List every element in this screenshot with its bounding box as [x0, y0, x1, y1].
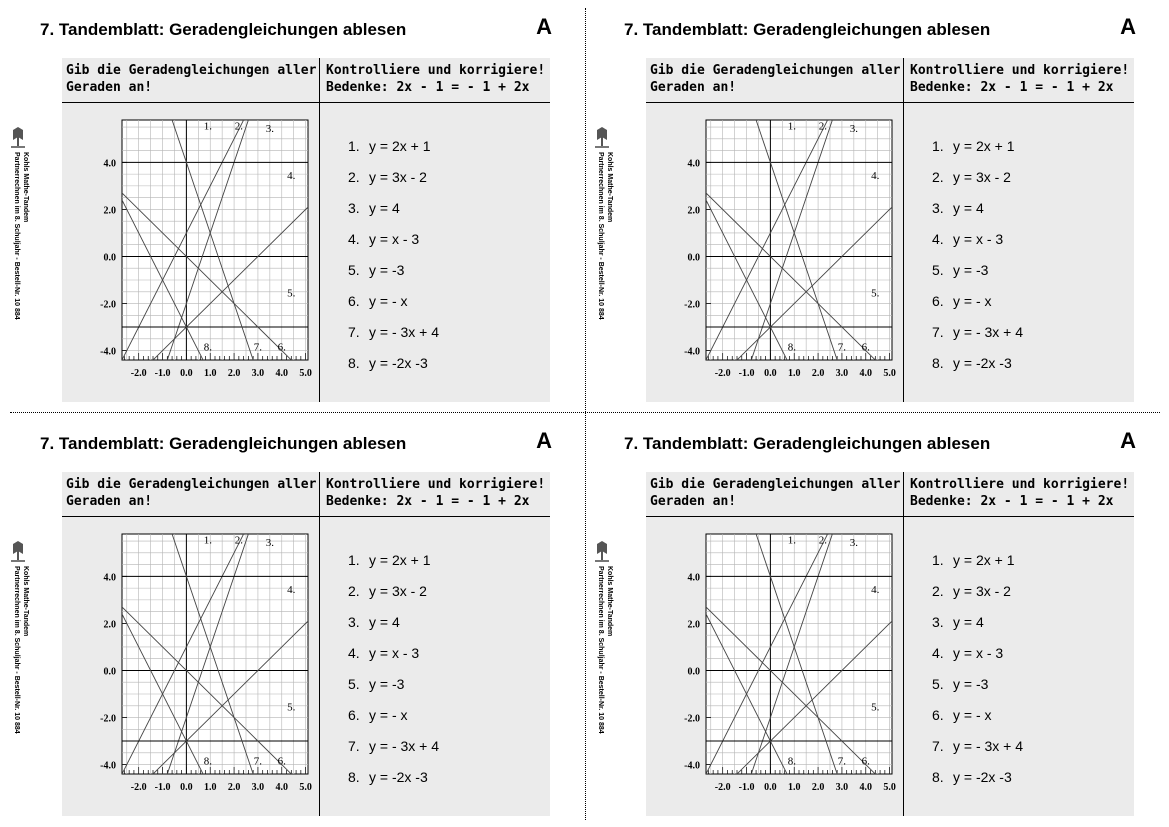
x-tick-label: 1.0 [203, 782, 217, 793]
task-heading [650, 476, 900, 510]
line-label: 6. [861, 341, 870, 354]
task-heading [650, 62, 900, 96]
equation-row [348, 769, 439, 800]
x-tick-label: 5.0 [299, 782, 312, 793]
y-tick-label: -4.0 [684, 346, 700, 358]
cut-line-vertical [585, 8, 586, 820]
equation-number: 3. [348, 614, 360, 630]
check-heading [910, 62, 1129, 96]
x-tick-label: 0.0 [764, 782, 777, 793]
equation-row [932, 614, 1023, 645]
x-tick-label: 1.0 [787, 782, 801, 793]
coordinate-graph [66, 114, 314, 396]
equation-text: y = -2x -3 [369, 355, 428, 371]
equation-text: y = - x [953, 293, 992, 309]
equation-row [932, 676, 1023, 707]
equation-text: y = x - 3 [953, 645, 1004, 661]
coordinate-graph [650, 528, 898, 810]
equation-number: 3. [932, 200, 944, 216]
line-label: 2. [234, 534, 243, 547]
equation-row [932, 324, 1023, 355]
side-imprint [590, 126, 614, 366]
side-text-line1: Kohls Mathe-Tandem [606, 152, 613, 223]
task-heading-line2: Geraden an! [66, 80, 153, 95]
check-heading-line2: Bedenke: 2x - 1 = - 1 + 2x [910, 80, 1114, 95]
x-tick-label: 2.0 [811, 782, 825, 793]
equation-text: y = -3 [953, 262, 989, 278]
equation-row [932, 645, 1023, 676]
equation-text: y = 2x + 1 [369, 552, 431, 568]
card-title: 7. Tandemblatt: Geradengleichungen ablesen [624, 434, 991, 453]
equation-number: 4. [932, 645, 944, 661]
x-tick-label: -2.0 [714, 782, 731, 793]
equation-number: 6. [348, 707, 360, 723]
check-heading-line1: Kontrolliere und korrigiere! [326, 477, 546, 492]
equation-number: 2. [348, 169, 360, 185]
line-label: 3. [265, 536, 274, 549]
y-tick-label: 4.0 [687, 572, 700, 584]
equation-row [932, 138, 1023, 169]
check-heading [326, 476, 545, 510]
equation-number: 6. [932, 293, 944, 309]
line-label: 6. [277, 341, 286, 354]
equation-text: y = - x [953, 707, 992, 723]
check-heading-line1: Kontrolliere und korrigiere! [910, 63, 1130, 78]
equation-text: y = 4 [369, 614, 400, 630]
publisher-logo-icon [594, 126, 610, 150]
card-letter: A [536, 428, 552, 453]
equation-text: y = x - 3 [953, 231, 1004, 247]
equation-row [348, 200, 439, 231]
x-tick-label: 4.0 [859, 368, 873, 379]
y-tick-label: -2.0 [100, 713, 116, 725]
tandem-card-1 [13, 8, 560, 408]
equation-row [932, 200, 1023, 231]
equation-text: y = - 3x + 4 [369, 324, 440, 340]
plot-area [706, 534, 892, 774]
cut-line-horizontal [10, 412, 1160, 413]
y-tick-label: 2.0 [103, 619, 116, 631]
x-tick-label: 5.0 [883, 368, 896, 379]
task-heading-line2: Geraden an! [66, 494, 153, 509]
side-imprint [6, 540, 30, 780]
equation-text: y = 3x - 2 [953, 583, 1011, 599]
equation-text: y = 2x + 1 [953, 552, 1015, 568]
equation-text: y = 3x - 2 [369, 169, 427, 185]
header-rule [62, 516, 550, 517]
y-tick-label: -2.0 [684, 713, 700, 725]
equation-number: 4. [348, 231, 360, 247]
publisher-logo-icon [10, 126, 26, 150]
equation-number: 7. [932, 738, 944, 754]
equation-number: 2. [932, 583, 944, 599]
equation-row [348, 169, 439, 200]
tandem-card-3 [13, 422, 560, 822]
equation-row [932, 552, 1023, 583]
equation-number: 8. [348, 769, 360, 785]
line-label: 7. [253, 341, 263, 354]
side-text-line2: Partnerrechnen im 8. Schuljahr - Bestell-Nr. 10 884 [13, 566, 20, 734]
line-label: 2. [234, 120, 243, 133]
x-tick-label: 3.0 [251, 782, 265, 793]
line-label: 8. [787, 341, 796, 354]
x-tick-label: 0.0 [764, 368, 777, 379]
y-tick-label: 2.0 [687, 205, 700, 217]
y-tick-label: -4.0 [684, 760, 700, 772]
equation-row [932, 355, 1023, 386]
check-heading [326, 62, 545, 96]
equation-row [932, 769, 1023, 800]
y-tick-label: 0.0 [687, 666, 700, 678]
equation-list [932, 138, 1023, 386]
equation-text: y = - 3x + 4 [953, 738, 1024, 754]
line-label: 6. [861, 755, 870, 768]
check-heading-line1: Kontrolliere und korrigiere! [910, 477, 1130, 492]
x-tick-label: 2.0 [811, 368, 825, 379]
check-heading-line2: Bedenke: 2x - 1 = - 1 + 2x [910, 494, 1114, 509]
equation-row [348, 262, 439, 293]
side-text [6, 152, 30, 362]
equation-row [932, 231, 1023, 262]
task-heading [66, 476, 316, 510]
equation-row [348, 138, 439, 169]
task-heading [66, 62, 316, 96]
line-label: 3. [849, 122, 858, 135]
equation-text: y = 3x - 2 [369, 583, 427, 599]
line-label: 6. [277, 755, 286, 768]
side-text-line2: Partnerrechnen im 8. Schuljahr - Bestell-Nr. 10 884 [13, 152, 20, 320]
side-imprint [590, 540, 614, 780]
column-rule [319, 58, 320, 402]
equation-number: 2. [348, 583, 360, 599]
line-label: 7. [837, 341, 847, 354]
line-label: 1. [787, 120, 796, 133]
card-letter: A [1120, 14, 1136, 39]
equation-number: 7. [348, 738, 360, 754]
task-box [62, 58, 550, 402]
equation-row [932, 583, 1023, 614]
x-tick-label: 4.0 [275, 368, 289, 379]
equation-number: 1. [348, 138, 360, 154]
line-label: 8. [203, 341, 212, 354]
x-tick-label: 5.0 [883, 782, 896, 793]
side-text-line2: Partnerrechnen im 8. Schuljahr - Bestell-Nr. 10 884 [597, 152, 604, 320]
equation-text: y = -2x -3 [953, 769, 1012, 785]
equation-number: 8. [348, 355, 360, 371]
equation-number: 3. [348, 200, 360, 216]
equation-text: y = 2x + 1 [369, 138, 431, 154]
plot-area [122, 534, 308, 774]
equation-text: y = - x [369, 707, 408, 723]
equation-number: 7. [348, 324, 360, 340]
side-text-line2: Partnerrechnen im 8. Schuljahr - Bestell-Nr. 10 884 [597, 566, 604, 734]
check-heading-line1: Kontrolliere und korrigiere! [326, 63, 546, 78]
x-tick-label: 3.0 [835, 368, 849, 379]
equation-number: 6. [348, 293, 360, 309]
equation-text: y = -2x -3 [369, 769, 428, 785]
x-tick-label: -1.0 [154, 782, 171, 793]
line-label: 4. [871, 583, 880, 596]
side-text-line1: Kohls Mathe-Tandem [606, 566, 613, 637]
equation-text: y = 4 [369, 200, 400, 216]
equation-number: 6. [932, 707, 944, 723]
equation-number: 8. [932, 769, 944, 785]
equation-row [348, 676, 439, 707]
equation-number: 3. [932, 614, 944, 630]
equation-text: y = -3 [369, 676, 405, 692]
publisher-logo-icon [594, 540, 610, 564]
line-label: 5. [871, 287, 880, 300]
equation-number: 1. [932, 138, 944, 154]
line-label: 2. [818, 120, 827, 133]
y-tick-label: 2.0 [687, 619, 700, 631]
line-label: 5. [287, 701, 296, 714]
x-tick-label: -1.0 [738, 368, 755, 379]
equation-row [348, 583, 439, 614]
line-label: 4. [287, 169, 296, 182]
line-label: 4. [871, 169, 880, 182]
line-label: 4. [287, 583, 296, 596]
plot-area [122, 120, 308, 360]
task-heading-line2: Geraden an! [650, 494, 737, 509]
check-heading-line2: Bedenke: 2x - 1 = - 1 + 2x [326, 494, 530, 509]
line-label: 1. [203, 534, 212, 547]
column-rule [903, 472, 904, 816]
equation-row [348, 355, 439, 386]
line-label: 8. [203, 755, 212, 768]
equation-list [932, 552, 1023, 800]
task-heading-line1: Gib die Geradengleichungen aller [650, 477, 901, 492]
equation-number: 5. [932, 262, 944, 278]
equation-text: y = - x [369, 293, 408, 309]
equation-row [932, 169, 1023, 200]
side-text [590, 152, 614, 362]
equation-row [348, 231, 439, 262]
equation-row [348, 738, 439, 769]
equation-row [348, 552, 439, 583]
line-label: 3. [265, 122, 274, 135]
line-label: 1. [203, 120, 212, 133]
line-label: 8. [787, 755, 796, 768]
line-label: 1. [787, 534, 796, 547]
header-rule [646, 102, 1134, 103]
x-tick-label: 1.0 [203, 368, 217, 379]
equation-number: 5. [348, 262, 360, 278]
equation-list [348, 552, 439, 800]
equation-text: y = -3 [953, 676, 989, 692]
card-letter: A [1120, 428, 1136, 453]
equation-number: 4. [932, 231, 944, 247]
task-box [646, 58, 1134, 402]
x-tick-label: 2.0 [227, 368, 241, 379]
x-tick-label: 2.0 [227, 782, 241, 793]
card-title: 7. Tandemblatt: Geradengleichungen ablesen [40, 20, 407, 39]
equation-row [348, 645, 439, 676]
equation-list [348, 138, 439, 386]
x-tick-label: -2.0 [130, 782, 147, 793]
x-tick-label: 0.0 [180, 782, 193, 793]
x-tick-label: -2.0 [714, 368, 731, 379]
y-tick-label: -2.0 [100, 299, 116, 311]
task-box [62, 472, 550, 816]
equation-row [348, 324, 439, 355]
task-heading-line1: Gib die Geradengleichungen aller [66, 477, 317, 492]
y-tick-label: 0.0 [103, 666, 116, 678]
x-tick-label: 5.0 [299, 368, 312, 379]
check-heading-line2: Bedenke: 2x - 1 = - 1 + 2x [326, 80, 530, 95]
equation-text: y = - 3x + 4 [369, 738, 440, 754]
x-tick-label: -1.0 [154, 368, 171, 379]
x-tick-label: 4.0 [275, 782, 289, 793]
equation-text: y = 3x - 2 [953, 169, 1011, 185]
equation-number: 2. [932, 169, 944, 185]
equation-text: y = 4 [953, 614, 984, 630]
equation-row [932, 262, 1023, 293]
equation-text: y = -2x -3 [953, 355, 1012, 371]
tandem-card-4 [597, 422, 1144, 822]
side-text [590, 566, 614, 776]
equation-text: y = x - 3 [369, 645, 420, 661]
side-text-line1: Kohls Mathe-Tandem [22, 152, 29, 223]
equation-row [932, 293, 1023, 324]
coordinate-graph [66, 528, 314, 810]
task-heading-line2: Geraden an! [650, 80, 737, 95]
side-text-line1: Kohls Mathe-Tandem [22, 566, 29, 637]
x-tick-label: -2.0 [130, 368, 147, 379]
y-tick-label: -4.0 [100, 346, 116, 358]
equation-text: y = -3 [369, 262, 405, 278]
y-tick-label: -4.0 [100, 760, 116, 772]
task-box [646, 472, 1134, 816]
equation-text: y = 4 [953, 200, 984, 216]
line-label: 3. [849, 536, 858, 549]
equation-number: 1. [348, 552, 360, 568]
equation-row [348, 293, 439, 324]
equation-row [348, 707, 439, 738]
column-rule [903, 58, 904, 402]
card-title: 7. Tandemblatt: Geradengleichungen ablesen [624, 20, 991, 39]
y-tick-label: 0.0 [687, 252, 700, 264]
x-tick-label: 0.0 [180, 368, 193, 379]
equation-row [932, 738, 1023, 769]
check-heading [910, 476, 1129, 510]
line-label: 5. [871, 701, 880, 714]
publisher-logo-icon [10, 540, 26, 564]
tandem-card-2 [597, 8, 1144, 408]
equation-row [932, 707, 1023, 738]
side-text [6, 566, 30, 776]
plot-area [706, 120, 892, 360]
side-imprint [6, 126, 30, 366]
task-heading-line1: Gib die Geradengleichungen aller [650, 63, 901, 78]
header-rule [646, 516, 1134, 517]
coordinate-graph [650, 114, 898, 396]
line-label: 5. [287, 287, 296, 300]
line-label: 7. [837, 755, 847, 768]
equation-row [348, 614, 439, 645]
equation-number: 1. [932, 552, 944, 568]
y-tick-label: 2.0 [103, 205, 116, 217]
task-heading-line1: Gib die Geradengleichungen aller [66, 63, 317, 78]
y-tick-label: -2.0 [684, 299, 700, 311]
equation-text: y = - 3x + 4 [953, 324, 1024, 340]
equation-number: 8. [932, 355, 944, 371]
column-rule [319, 472, 320, 816]
line-label: 7. [253, 755, 263, 768]
header-rule [62, 102, 550, 103]
x-tick-label: 4.0 [859, 782, 873, 793]
card-title: 7. Tandemblatt: Geradengleichungen ablesen [40, 434, 407, 453]
x-tick-label: 3.0 [251, 368, 265, 379]
equation-text: y = 2x + 1 [953, 138, 1015, 154]
card-letter: A [536, 14, 552, 39]
x-tick-label: 3.0 [835, 782, 849, 793]
x-tick-label: 1.0 [787, 368, 801, 379]
y-tick-label: 0.0 [103, 252, 116, 264]
y-tick-label: 4.0 [687, 158, 700, 170]
x-tick-label: -1.0 [738, 782, 755, 793]
equation-number: 7. [932, 324, 944, 340]
equation-number: 5. [932, 676, 944, 692]
y-tick-label: 4.0 [103, 572, 116, 584]
line-label: 2. [818, 534, 827, 547]
equation-number: 4. [348, 645, 360, 661]
equation-text: y = x - 3 [369, 231, 420, 247]
y-tick-label: 4.0 [103, 158, 116, 170]
equation-number: 5. [348, 676, 360, 692]
